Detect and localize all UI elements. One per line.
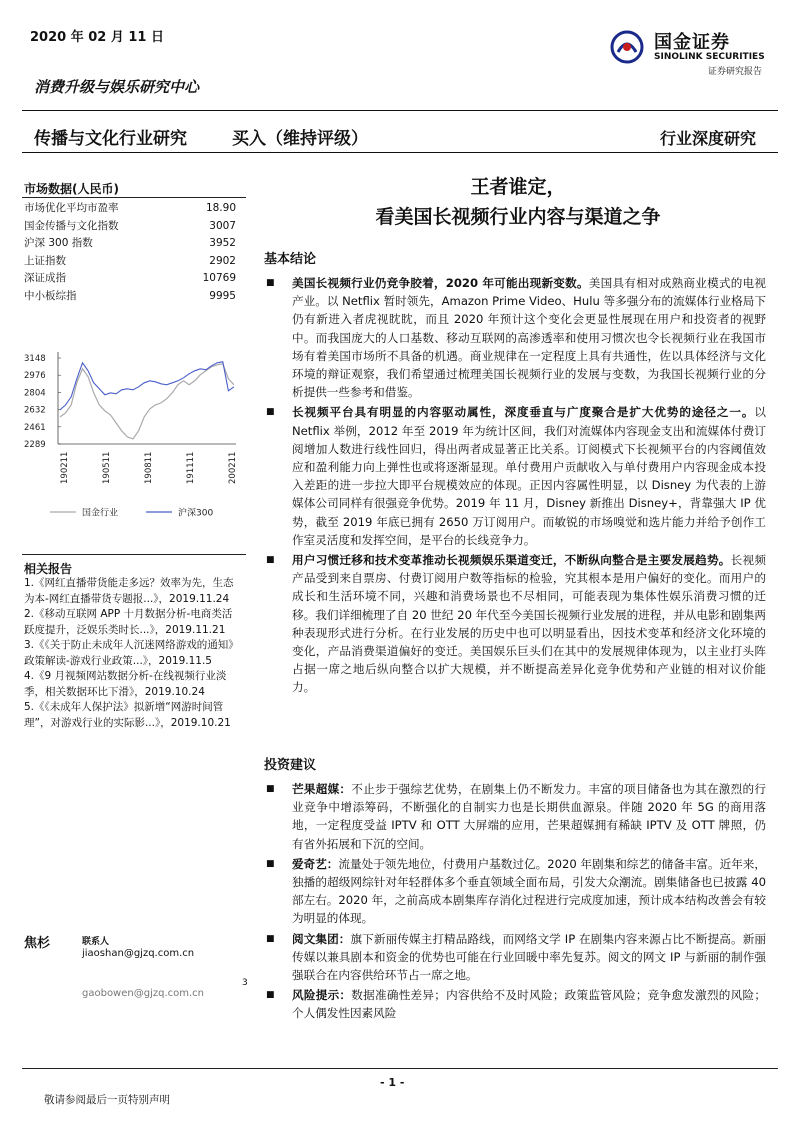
market-row: 市场优化平均市盈率 18.90 (24, 202, 236, 214)
series-line-industry (60, 364, 234, 439)
advice-paragraph: ■ 阅文集团：旗下新丽传媒主打精品路线，而网络文学 IP 在剧集内容来源占比不断提高。新丽传媒以兼具剧本和资金的优势也可能在行业回暖中率先复苏。阅文的网文 IP 与新丽的制作强强联合在内容供给环节占一席之地。 (266, 931, 766, 983)
related-report-link[interactable]: 2.《移动互联网 APP 十月数据分析-电商类活跃度提升，泛娱乐类时长...》，2019.11.21 (24, 608, 233, 636)
section-advice-heading: 投资建议 (264, 758, 317, 773)
y-tick-label: 2461 (24, 422, 46, 433)
logo-subtitle: 证券研究报告 (707, 67, 762, 77)
x-tick-label: 190511 (102, 451, 112, 484)
legend-label: 国金行业 (82, 508, 119, 519)
y-tick-label: 2804 (24, 388, 46, 399)
author-mark: 3 (242, 978, 248, 988)
industry-name: 传播与文化行业研究 (34, 129, 187, 149)
square-bullet-icon: ■ (266, 407, 275, 418)
sinolink-logo (606, 22, 776, 66)
related-report-link[interactable]: 3.《《关于防止未成年人沉迷网络游戏的通知》政策解读-游戏行业政策...》，2019.11.5 (24, 639, 234, 667)
square-bullet-icon: ■ (266, 278, 275, 288)
market-data-table (24, 200, 236, 306)
advice-paragraph: ■ 爱奇艺：流量处于领先地位，付费用户基数过亿。2020 年剧集和综艺的储备丰富。近年来，独播的超级网综针对年轻群体多个垂直领域全面布局，引发大众潮流。剧集储备也已披露 40 部左右。2020 年，之前高成本剧集库存消化过程进行完成度加速，预计成本结构改善会有较为明显的体现。 (266, 856, 766, 926)
advice-paragraph: ■ 风险提示：数据准确性差异；内容供给不及时风险；政策监管风险；竞争愈发激烈的风险；个人偶发性因素风险 (266, 988, 766, 1021)
square-bullet-icon: ■ (266, 990, 275, 1001)
x-tick-label: 191111 (186, 451, 196, 484)
author-role: 联系人 (82, 937, 110, 947)
page-number: - 1 - (380, 1076, 405, 1089)
conclusion-paragraph: ■ 用户习惯迁移和技术变革推动长视频娱乐渠道变迁，不断纵向整合是主要发展趋势。长视频产品受到来自票房、付费订阅用户数等指标的检验，究其根本是用户偏好的变化。而用户的成长和生活环境不同，兴趣和消费场景也不尽相同，可能表现为集体性娱乐消费习惯的迁移。我们详细梳理了自 20 世纪 20 年代至今美国长视频行业发展的进程，并从电影和剧集两种表现形式进行分析。在行业发展的历史中也可以明显看出，因技术变革和经济文化环境的变化，产品消费渠道偏好的变迁。美国娱乐巨头们在其中的发展规律体现为，以主业打头阵占据一席之地后纵向整合以扩大规模，并不断提高差异化竞争优势和产业链的相对议价能力。 (266, 553, 766, 695)
series-line-hs300 (60, 362, 234, 410)
market-data-title: 市场数据(人民币) (24, 182, 119, 196)
header-divider-2 (22, 152, 778, 153)
author-email-2[interactable]: gaobowen@gjzq.com.cn (82, 988, 205, 999)
y-tick-label: 2289 (24, 440, 46, 450)
report-date: 2020 年 02 月 11 日 (30, 30, 164, 45)
logo-mark-icon (610, 30, 644, 64)
related-reports-title: 相关报告 (24, 562, 73, 576)
title-line-1: 王者谁定， (470, 176, 566, 198)
related-report-link[interactable]: 5.《《未成年人保护法》拟新增“网游时间管理”，对游戏行业的实际影...》，2019.10.21 (24, 701, 231, 729)
related-reports-list (24, 576, 236, 731)
related-report-link[interactable]: 4.《9 月视频网站数据分析-在线视频行业淡季，相关数据环比下滑》，2019.10.24 (24, 670, 227, 698)
market-row: 深证成指 10769 (24, 272, 236, 285)
report-title (258, 172, 778, 232)
logo-cn-text: 国金证券 (654, 32, 730, 53)
report-type: 行业深度研究 (659, 129, 756, 148)
author-name: 焦杉 (24, 936, 51, 951)
market-divider (22, 197, 246, 198)
market-row: 中小板综指 9995 (24, 289, 236, 302)
related-divider (22, 554, 246, 555)
research-center-name: 消费升级与娱乐研究中心 (34, 78, 200, 96)
advice-paragraph: ■ 芒果超媒：不止步于强综艺优势，在剧集上仍不断发力。丰富的项目储备也为其在激烈的行业竞争中增添筹码，不断强化的自制实力也是长期供血源泉。伴随 2020 年 5G 的商用落地，一定程度受益 IPTV 和 OTT 大屏端的应用，芒果超媒拥有稀缺 IPTV 及 OTT 牌照，仍有省外拓展和下沉的空间。 (266, 782, 767, 851)
square-bullet-icon: ■ (266, 784, 275, 794)
square-bullet-icon: ■ (266, 858, 275, 869)
conclusion-paragraph: ■ 美国长视频行业仍竞争胶着，2020 年可能出现新变数。美国具有相对成熟商业模式的电视产业。以 Netflix 暂时领先，Amazon Prime Video、Hulu 等多强分布的流媒体行业格局下仍有新进入者虎视眈眈，而且 2020 年预计这个变化会更显性展现在用户和投资者的视野中。而我国庞大的人口基数、移动互联网的高渗透率和使用习惯次也令长视频行业在我国市场有着美国市场所不具备的机遇。商业规律在一定程度上具有共通性，佐以具体经济与文化环境的辩证观察，我们希望通过梳理美国长视频行业的发展与变数，为我国长视频行业的分析提供一些参考和借鉴。 (266, 276, 766, 400)
index-line-chart (22, 340, 248, 530)
y-tick-label: 2976 (24, 371, 46, 382)
market-row: 沪深 300 指数 3952 (24, 237, 236, 250)
title-line-2: 看美国长视频行业内容与渠道之争 (375, 206, 661, 228)
x-tick-label: 190811 (144, 451, 154, 484)
market-row: 上证指数 2902 (24, 254, 236, 267)
related-report-link[interactable]: 1.《网红直播带货能走多远？效率为先，生态为本-网红直播带货专题报...》，2019.11.24 (24, 577, 234, 605)
x-tick-label: 200211 (228, 451, 238, 484)
y-tick-label: 3148 (24, 354, 46, 364)
square-bullet-icon: ■ (266, 555, 275, 566)
legend-label: 沪深300 (178, 508, 214, 519)
header-divider (22, 110, 778, 111)
author-email[interactable]: jiaoshan@gjzq.com.cn (82, 948, 195, 959)
rating: 买入（维持评级） (232, 129, 368, 149)
market-row: 国金传播与文化指数 3007 (24, 219, 236, 232)
square-bullet-icon: ■ (266, 933, 275, 944)
disclaimer-note: 敬请参阅最后一页特别声明 (44, 1094, 170, 1106)
conclusions-body (266, 274, 766, 699)
conclusion-paragraph: ■ 长视频平台具有明显的内容驱动属性，深度垂直与广度聚合是扩大优势的途径之一。以 Netflix 举例，2012 年至 2019 年为统计区间，我们对流媒体内容现金支出和流媒体付费订阅增加人数进行线性回归，得出两者成显著正比关系。订阅模式下长视频平台的内容阈值效应和盈利能力向上弹性也或将逐渐显现。单付费用户贡献收入与单付费用户内容现金成本投入差距的进一步拉大即平台规模效应的体现。正因内容属性明显，以 Disney 为代表的上游媒体公司同样有很强竞争优势。2019 年 11 月，Disney 新推出 Disney+，背靠强大 IP 优势，截至 2019 年底已拥有 2650 万订阅用户。而敏锐的市场嗅觉和选片能力并给予创作工作室灵活度和发挥空间，是平台的长线竞争力。 (266, 405, 766, 547)
footer-divider (22, 1068, 778, 1069)
y-tick-label: 2632 (24, 405, 46, 416)
logo-en-text: SINOLINK SECURITIES (654, 52, 765, 62)
advice-body (266, 780, 766, 1025)
section-conclusions-heading: 基本结论 (264, 252, 317, 267)
x-tick-label: 190211 (60, 451, 70, 484)
